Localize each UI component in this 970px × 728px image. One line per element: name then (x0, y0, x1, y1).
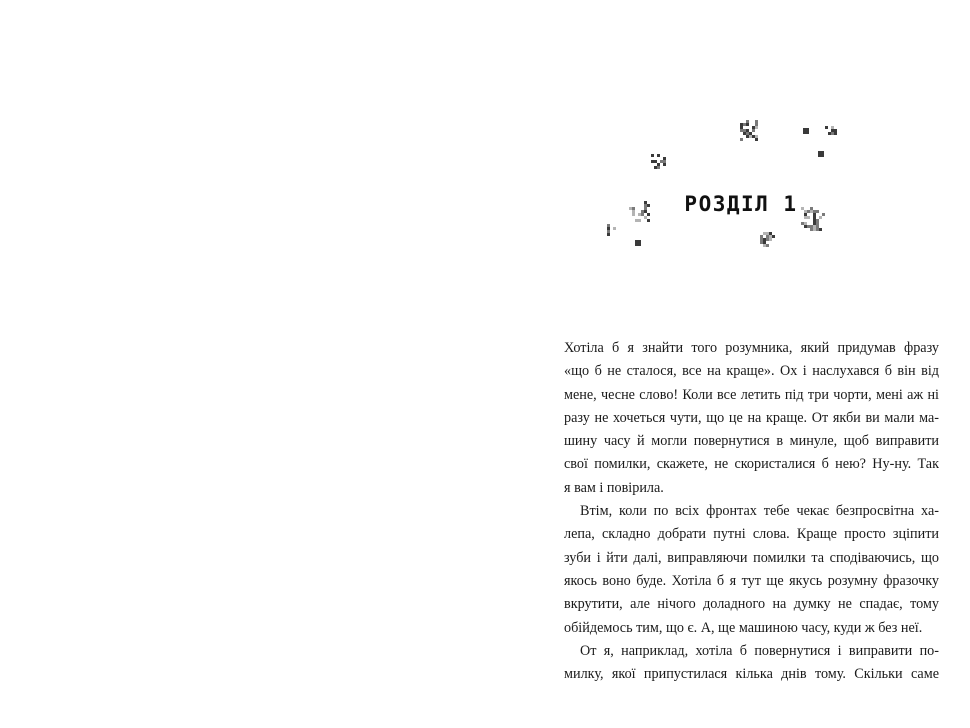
pixel-dot (755, 138, 758, 141)
text-line: Хотіла б я знайти того розумника, який придумав фразу (564, 340, 939, 356)
pixel-dot (647, 213, 650, 216)
text-line: я вам і повірила. (564, 479, 664, 496)
right-page (485, 0, 970, 728)
pixel-dot (772, 235, 775, 238)
pixel-dot (821, 154, 824, 157)
pixel-dot (657, 154, 660, 157)
pixel-dot (746, 123, 749, 126)
pixel-dot (651, 154, 654, 157)
pixel-dot (663, 163, 666, 166)
pixel-dot (766, 244, 769, 247)
pixel-dot (807, 216, 810, 219)
text-line: От я, наприклад, хотіла б повернутися і виправити по- (580, 642, 939, 659)
text-line: зуби і йти далі, виправляючи помилки та сподіваючись, що (564, 549, 939, 566)
pixel-dot (647, 204, 650, 207)
text-line: якось воно буде. Хотіла б я тут ще якусь розумну фразочку (564, 572, 939, 589)
text-line: обійдемось тим, що є. А, ще машиною часу, куди ж без неї. (564, 619, 923, 636)
pixel-dot (657, 166, 660, 169)
chapter-title: РОЗДІЛ 1 (684, 192, 798, 217)
pixel-dot (740, 138, 743, 141)
pixel-dot (755, 126, 758, 129)
text-line: милку, якої припустилася кілька днів тому. Скільки саме (564, 666, 939, 683)
pixel-dot (822, 213, 825, 216)
text-line: мене, чесне слово! Коли все летить під три чорти, мені аж ні (564, 386, 939, 403)
pixel-dot (607, 233, 610, 236)
pixel-dot (834, 132, 837, 135)
text-line: разу не хочеться чути, що це на краще. От якби ви мали ма- (564, 409, 939, 426)
chapter-body-text (564, 337, 939, 686)
text-line: Втім, коли по всіх фронтах тебе чекає безпросвітна ха- (580, 503, 939, 520)
pixel-dot (752, 129, 755, 132)
pixel-dot (825, 126, 828, 129)
pixel-dot (806, 131, 809, 134)
pixel-dot (638, 219, 641, 222)
text-line: лепа, складно добрати путні слова. Краще просто зціпити (564, 526, 939, 543)
text-line: шину часу й могли повернутися в минуле, щоб виправити (564, 433, 939, 450)
text-line: свої помилки, скажете, не скористалися б нею? Ну-ну. Так (564, 456, 939, 473)
pixel-dot (613, 227, 616, 230)
pixel-dot (769, 238, 772, 241)
pixel-dot (638, 243, 641, 246)
pixel-dot (816, 210, 819, 213)
pixel-dot (819, 216, 822, 219)
pixel-dot (819, 228, 822, 231)
text-line: вкрутити, але нічого доладного на думку не спадає, тому (564, 596, 939, 613)
text-line: «що б не сталося, все на краще». Ох і наслухався б він від (564, 363, 939, 380)
pixel-dot (632, 213, 635, 216)
pixel-dot (647, 219, 650, 222)
